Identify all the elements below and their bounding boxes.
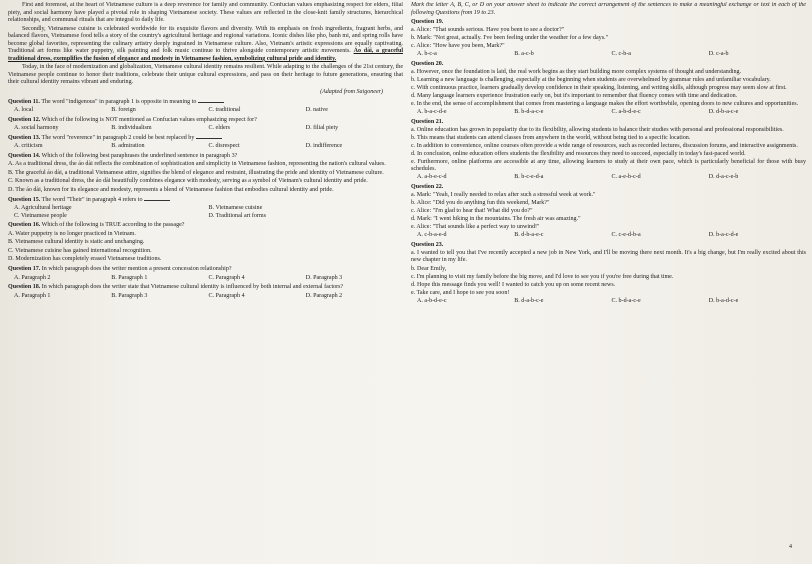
exchange-line: c. Alice: "I'm glad to hear that! What did you do?" (411, 208, 533, 215)
question-text: Which of the following is NOT mentioned as Confucian values emphasizing respect for? (41, 116, 257, 123)
option-d[interactable]: D. b-a-c-d-e (708, 232, 739, 239)
underlined-sentence: Áo dài, a graceful traditional dress, exemplifies the fusion of elegance and modesty in Vietnamese fashion, symbolizing cultural pride and identity. (8, 48, 403, 62)
question-number: Question 22. (411, 184, 444, 191)
option-b[interactable]: B. Paragraph 3 (111, 292, 148, 299)
question-number: Question 14. (8, 152, 41, 159)
exchange-line: a. Online education has grown in popularity due to its flexibility, allowing students to balance their studies with personal and professional responsibilities. (411, 126, 784, 133)
exchange-line: b. Mark: "Not great, actually. I've been feeling under the weather for a few days." (411, 35, 609, 42)
question-text: In which paragraph does the writer mention a present concession relationship? (41, 265, 232, 272)
question-text: Which of the following is TRUE according to the passage? (41, 222, 185, 229)
options (417, 232, 806, 240)
option-c[interactable]: C. elders (208, 125, 230, 132)
exchange-line: b. Learning a new language is challenging, especially at the beginning when students are overwhelmed by grammar rules and unfamiliar vocabulary. (411, 76, 771, 83)
option-d[interactable]: D. filial piety (305, 125, 339, 132)
question-text: Which of the following best paraphrases the underlined sentence in paragraph 3? (41, 152, 238, 159)
passage-paragraph-2-text: Secondly, Vietnamese cuisine is celebrated worldwide for its exquisite flavors and diversity. With its emphasis on fresh ingredients, fragrant herbs, and balanced flavors, Vietnamese food tells a story of the country's agricultural heritage and regional variations. Iconic dishes like pho, banh mi, and spring rolls have become global favorites, representing the culinary artistry deeply ingrained in Vietnamese culture. Also, Vietnam's artistic expressions are equally captivating. Traditional art forms like water puppetry, silk painting and folk music continue to thrive alongside contemporary artistic movements. (8, 25, 403, 55)
question-13 (8, 135, 403, 151)
option-d[interactable]: D. The áo dài, known for its elegance and modesty, represents a blend of Vietnamese fashion that embodies cultural identity and pride. (8, 187, 334, 194)
option-b[interactable]: B. admiration (111, 143, 145, 150)
option-d[interactable]: D. d-a-c-e-b (708, 174, 739, 181)
exchange-line: e. Furthermore, online platforms are accessible at any time, allowing learners to study at their own pace, which is particularly beneficial for those with busy schedules. (411, 158, 806, 173)
question-number: Question 19. (411, 19, 444, 26)
option-a[interactable]: A. criticism (14, 143, 43, 150)
question-number: Question 21. (411, 118, 444, 125)
exchange-line: c. I'm planning to visit my family before the big move, and I'd love to see you if you're free during that time. (411, 273, 674, 280)
passage-paragraph-2 (8, 26, 403, 64)
exchange-line: a. I wanted to tell you that I've recently accepted a new job in New York, and I'll be moving there next month. It's a big change, but I'm really excited about this new chapter in my life. (411, 249, 806, 264)
option-c[interactable]: C. c-e-d-b-a (611, 232, 641, 239)
question-number: Question 16. (8, 222, 41, 229)
question-15 (8, 197, 403, 221)
option-a[interactable]: A. As a traditional dress, the áo dài reflects the combination of sophistication and simplicity in Vietnamese fashion, representing the nation's cultural values. (8, 161, 386, 168)
option-b[interactable]: B. Paragraph 1 (111, 274, 148, 281)
options (417, 51, 806, 59)
question-number: Question 13. (8, 134, 41, 141)
exchange-line: a. Alice: "That sounds serious. Have you been to see a doctor?" (411, 27, 565, 34)
question-text: The word "indigenous" in paragraph 1 is opposite in meaning to (41, 98, 197, 105)
option-d[interactable]: D. native (305, 107, 328, 114)
option-a[interactable]: A. b-a-c-d-e (417, 109, 447, 116)
exchange-line: b. Alice: "Did you do anything fun this weekend, Mark?" (411, 200, 550, 207)
question-17 (8, 266, 403, 282)
question-number: Question 17. (8, 265, 41, 272)
option-c[interactable]: C. Paragraph 4 (208, 292, 245, 299)
option-d[interactable]: D. Traditional art forms (208, 212, 266, 219)
exchange-line: a. Mark: "Yeah, I really needed to relax after such a stressful week at work." (411, 192, 596, 199)
question-23 (411, 242, 806, 305)
option-d[interactable]: D. indifference (305, 143, 343, 150)
options (14, 143, 403, 151)
options (417, 174, 806, 182)
option-b[interactable]: B. foreign (111, 107, 136, 114)
question-text: The word "reverence" in paragraph 2 could be best replaced by (41, 134, 195, 141)
options (14, 275, 403, 283)
exchange-line: d. Hope this message finds you well! I wanted to catch you up on some recent news. (411, 281, 616, 288)
question-number: Question 12. (8, 116, 41, 123)
exchange-line: a. However, once the foundation is laid, the real work begins as they start building more complex systems of thought and understanding. (411, 68, 742, 75)
options (417, 298, 806, 306)
option-c[interactable]: C. Known as a traditional dress, the áo dài beautifully combines elegance with modesty, serving as a symbol of Vietnam's cultural identity and pride. (8, 178, 368, 185)
exchange-line: e. Alice: "That sounds like a perfect way to unwind!" (411, 224, 540, 231)
question-20 (411, 61, 806, 117)
section-instruction: Mark the letter A, B, C, or D on your answer sheet to indicate the correct arrangement of the sentences to make a meaningful exchange or text in each of the following Questions from 19 to 23. (411, 2, 806, 16)
option-c[interactable]: C. c-b-a (611, 51, 631, 58)
option-b[interactable]: B. d-b-a-e-c (514, 232, 544, 239)
question-22 (411, 184, 806, 240)
option-a[interactable]: A. social harmony (14, 125, 59, 132)
option-d[interactable]: D. b-a-d-c-e (708, 297, 739, 304)
question-14 (8, 153, 403, 195)
exchange-line: e. In the end, the sense of accomplishment that comes from mastering a language makes the effort worthwhile, opening doors to new cultures and opportunities. (411, 101, 799, 108)
question-number: Question 18. (8, 284, 41, 291)
question-11 (8, 99, 403, 115)
exchange-line: b. Dear Emily, (411, 265, 447, 272)
question-text: In which paragraph does the writer state that Vietnamese cultural identity is influenced by both internal and external factors? (41, 284, 344, 291)
question-19 (411, 19, 806, 59)
option-a[interactable]: A. Paragraph 1 (14, 292, 51, 299)
option-b[interactable]: B. b-c-e-d-a (514, 174, 544, 181)
option-b[interactable]: B. b-d-a-c-e (514, 109, 544, 116)
option-a[interactable]: A. b-c-a (417, 51, 437, 58)
option-c[interactable]: C. Vietnamese people (14, 212, 67, 219)
question-number: Question 11. (8, 98, 40, 105)
question-18 (8, 284, 403, 300)
options (14, 293, 403, 301)
option-b[interactable]: B. d-a-b-c-e (514, 297, 544, 304)
question-number: Question 20. (411, 60, 444, 67)
page-number: 4 (789, 544, 792, 550)
options (417, 109, 806, 117)
option-d[interactable]: D. Paragraph 2 (305, 292, 343, 299)
option-c[interactable]: C. traditional (208, 107, 241, 114)
option-b[interactable]: B. The graceful áo dài, a traditional Vietnamese attire, signifies the blend of elegance and restraint, illustrating the pride and identity of Vietnamese culture. (8, 169, 384, 176)
exchange-line: d. Many language learners experience frustration early on, but it's important to remember that fluency comes with time and dedication. (411, 93, 738, 100)
reading-column (2, 2, 403, 564)
exchange-line: c. In addition to convenience, online courses often provide a wide range of resources, such as recorded lectures, discussion forums, and interactive assignments. (411, 142, 798, 149)
options (14, 205, 403, 220)
options (14, 125, 403, 133)
question-12 (8, 117, 403, 133)
passage-paragraph-1: First and foremost, at the heart of Vietnamese culture is a deep reverence for family and community. Confucian values emphasizing respect for elders, filial piety, and social harmony have played a pivotal role in shaping Vietnamese society. These values are reflected in the close-knit family structures, hierarchical relationships, and communal rituals that are integral to daily life. (8, 2, 403, 24)
question-number: Question 23. (411, 241, 444, 248)
exchange-line: d. In conclusion, online education offers students the flexibility and resources they need to succeed, especially in today's fast-paced world. (411, 150, 746, 157)
option-c[interactable]: C. Vietnamese cuisine has gained international recognition. (8, 247, 152, 254)
option-a[interactable]: A. Paragraph 2 (14, 274, 51, 281)
question-21 (411, 119, 806, 182)
option-c[interactable]: C. a-e-b-c-d (611, 174, 641, 181)
option-b[interactable]: B. a-c-b (514, 51, 534, 58)
passage-source: (Adapted from Saigoneer) (320, 89, 383, 96)
option-c[interactable]: C. disrespect (208, 143, 240, 150)
question-text: The word "Their" in paragraph 4 refers to (41, 196, 143, 203)
passage-paragraph-3: Today, in the face of modernization and globalization, Vietnamese cultural identity remains resilient. While adapting to the challenges of the 21st century, the Vietnamese people continue to honor their traditions, celebrate their unique cultural expressions, and pass on their heritage to future generations, ensuring that their cultural identity remains vibrant and enduring. (8, 64, 403, 86)
options (14, 107, 403, 115)
option-b[interactable]: B. Vietnamese cultural identity is static and unchanging. (8, 239, 145, 246)
question-number: Question 15. (8, 196, 41, 203)
option-d[interactable]: D. Modernization has completely erased Vietnamese traditions. (8, 256, 162, 263)
exchange-line: b. This means that students can attend classes from anywhere in the world, without being tied to a specific location. (411, 134, 691, 141)
exchange-line: d. Mark: "I went hiking in the mountains. The fresh air was amazing." (411, 216, 581, 223)
option-b[interactable]: B. Vietnamese cuisine (208, 205, 263, 212)
option-d[interactable]: D. d-b-a-c-e (708, 109, 739, 116)
option-a[interactable]: A. c-b-a-e-d (417, 232, 447, 239)
question-16 (8, 222, 403, 264)
option-c[interactable]: C. a-b-d-e-c (611, 109, 641, 116)
option-a[interactable]: A. a-b-d-e-c (417, 297, 447, 304)
exchange-line: c. With continuous practice, learners gradually develop confidence in their speaking, listening, and writing skills, although progress may seem slow at first. (411, 84, 787, 91)
option-a[interactable]: A. a-b-e-c-d (417, 174, 447, 181)
answer-blank (144, 200, 170, 201)
arrangement-column (411, 2, 806, 564)
option-d[interactable]: D. c-a-b (708, 51, 729, 58)
option-c[interactable]: C. Paragraph 4 (208, 274, 245, 281)
exchange-line: e. Take care, and I hope to see you soon! (411, 289, 510, 296)
option-a[interactable]: A. local (14, 107, 34, 114)
option-d[interactable]: D. Paragraph 3 (305, 274, 343, 281)
option-b[interactable]: B. individualism (111, 125, 152, 132)
answer-blank (198, 102, 224, 103)
answer-blank (196, 138, 222, 139)
exchange-line: c. Alice: "How have you been, Mark?" (411, 43, 505, 50)
option-c[interactable]: C. b-d-a-c-e (611, 297, 641, 304)
option-a[interactable]: A. Agricultural heritage (14, 205, 72, 212)
option-a[interactable]: A. Water puppetry is no longer practiced in Vietnam. (8, 230, 136, 237)
